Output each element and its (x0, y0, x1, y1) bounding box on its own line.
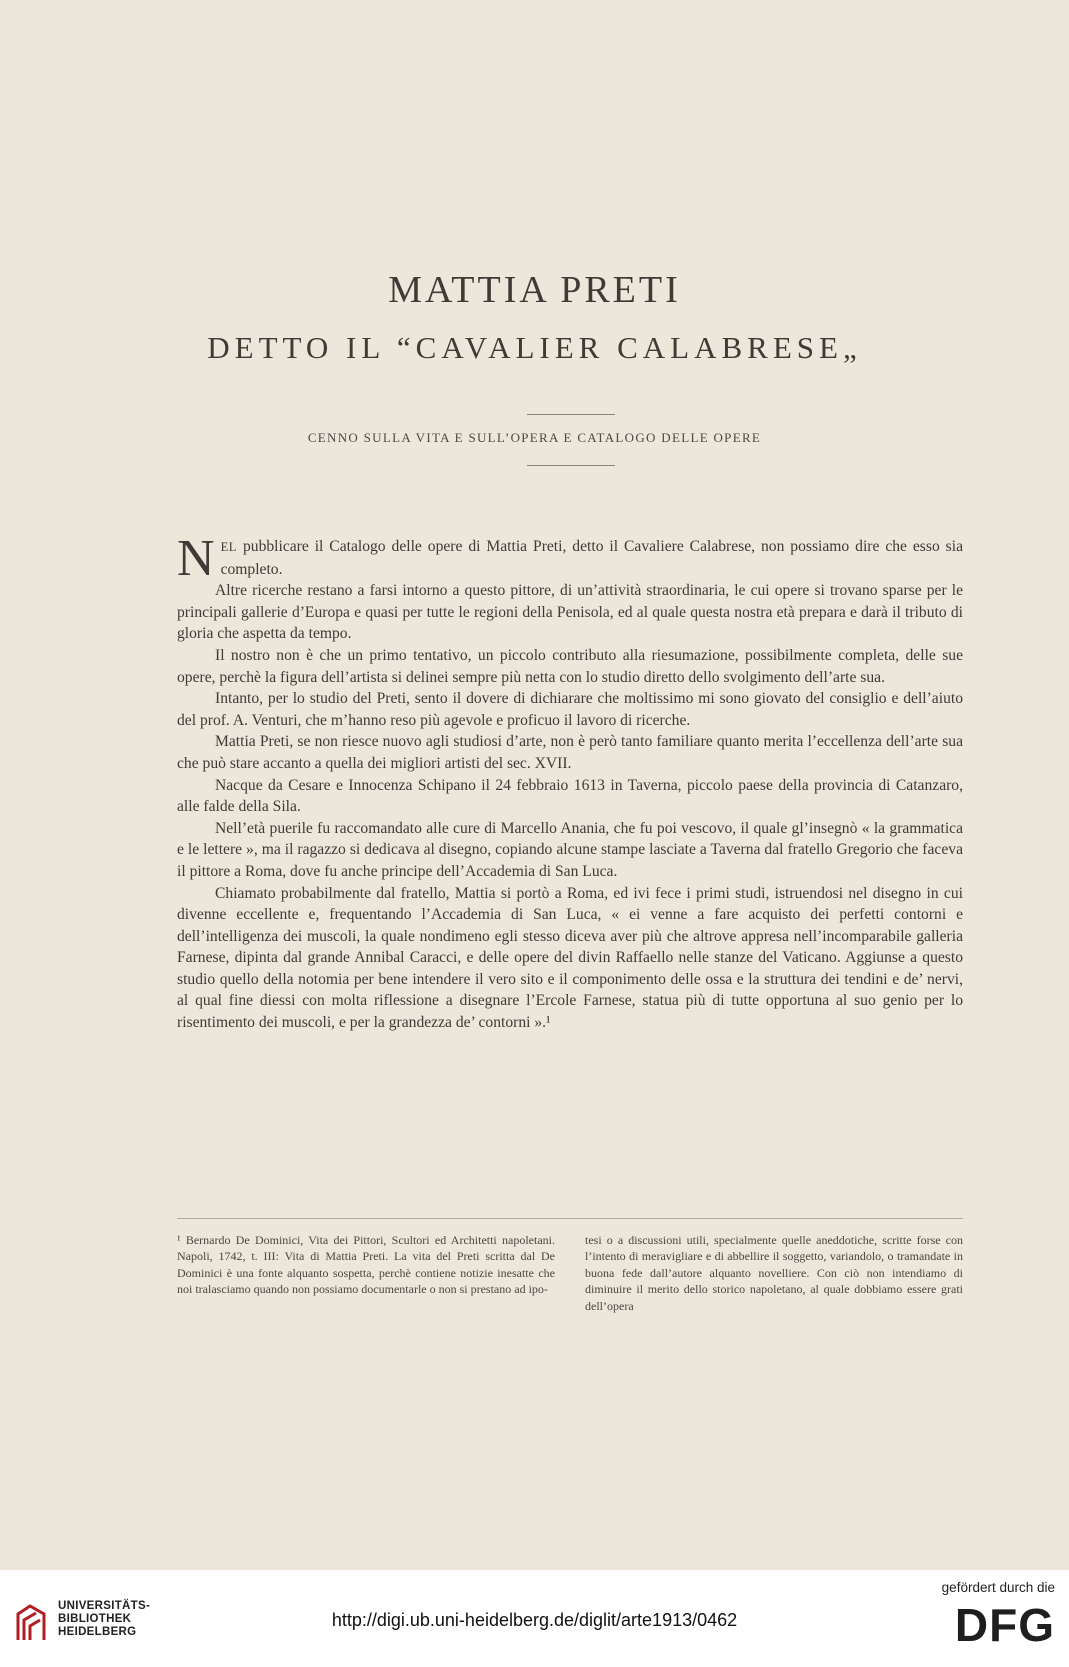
small-caps: EL (220, 540, 238, 554)
section-heading: CENNO SULLA VITA E SULL’OPERA E CATALOGO DELLE OPERE (307, 430, 762, 445)
funding-note: gefördert durch die (941, 1580, 1055, 1595)
divider-rule-top (527, 414, 615, 415)
library-name-line: BIBLIOTHEK (58, 1613, 132, 1625)
paragraph: Il nostro non è che un primo tentativo, un piccolo contributo alla riesumazione, possibilmente completa, delle sue opere, perchè la figura dell’artista si delinei sempre più netta con lo studio diretto dello svolgimento dell’arte sua. (177, 646, 963, 686)
paragraph: Mattia Preti, se non riesce nuovo agli studiosi d’arte, non è però tanto familiare quanto merita l’eccellenza dell’arte sua che può stare accanto a quella dei migliori artisti del sec. XVII. (177, 733, 963, 772)
paragraph: Altre ricerche restano a farsi intorno a questo pittore, di un’attività straordinaria, le cui opere si trovano sparse per le principali gallerie d’Europa e quasi per tutte le regioni della Penisola, ed al quale questa nostra età prepara e darà il tributo di gloria che aspetta da tempo. (177, 582, 963, 643)
paragraph (177, 530, 963, 587)
paragraph: Chiamato probabilmente dal fratello, Mattia si portò a Roma, ed ivi fece i primi studi, istruendosi nel disegno in cui divenne eccellente e, frequentando l’Accademia di San Luca, « ei venne a fare acquisto dei perfetti contorni e dell’intelligenza dei muscoli, la quale nondimeno egli stesso diceva aver più che altrove appresa nell’incomparabile galleria Farnese, dipinta dal grande Annibal Caracci, e delle opere del divin Raffaello nelle stanze del Vaticano. Aggiunse a questo studio quello della notomia per bene intendere il vero sito e il componimento delle ossa e la struttura dei tendini e de’ nervi, al qual fine diessi con molta riflessione a disegnare l’Ercole Farnese, statua più di tutte opportuna al suo genio per lo risentimento dei muscoli, e per la grandezza de’ contorni ».¹ (177, 884, 963, 1032)
page-title: MATTIA PRETI (388, 269, 681, 311)
page-subtitle: DETTO IL “CAVALIER CALABRESE„ (207, 330, 862, 365)
library-name-line: UNIVERSITÄTS- (58, 1600, 151, 1612)
paragraph: Intanto, per lo studio del Preti, sento il dovere di dichiarare che moltissimo mi sono giovato del consiglio e dell’aiuto del prof. A. Venturi, che m’hanno reso più agevole e proficuo il lavoro di ricerche. (177, 690, 963, 729)
library-name-line: HEIDELBERG (58, 1626, 137, 1638)
footnote-rule (177, 1218, 963, 1219)
drop-cap: N (177, 530, 215, 587)
article-body (177, 530, 963, 1034)
permalink-url[interactable]: http://digi.ub.uni-heidelberg.de/diglit/arte1913/0462 (331, 1610, 738, 1630)
footnote-right-column: tesi o a discussioni utili, specialmente quelle aneddotiche, scritte forse con l’intento di meravigliare e di abbellire il soggetto, variandolo, o tramandate in buona fede dall’autore alquanto novelliere. Con ciò non intendiamo di diminuire il merito dello storico napoletano, al quale dobbiamo essere grati dell’opera (585, 1233, 963, 1313)
dfg-logo[interactable]: DFG (954, 1599, 1055, 1651)
viewer-footer (0, 1570, 1069, 1667)
paragraph-text: pubblicare il Catalogo delle opere di Mattia Preti, detto il Cavaliere Calabrese, non possiamo dire che esso sia completo. (220, 538, 963, 578)
divider-rule-bottom (527, 465, 615, 466)
paragraph: Nell’età puerile fu raccomandato alle cure di Marcello Anania, che fu poi vescovo, il quale gl’insegnò « la grammatica e le lettere », ma il ragazzo si dedicava al disegno, copiando alcune stampe lasciate a Taverna dal fratello Gregorio che faceva il pittore a Roma, dove fu anche principe dell’Accademia di San Luca. (177, 819, 963, 880)
footnote-left-column: ¹ Bernardo De Dominici, Vita dei Pittori, Scultori ed Architetti napoletani. Napoli, 1742, t. III: Vita di Mattia Preti. La vita del Preti scritta dal De Dominici è una fonte alquanto sospetta, perchè contiene notizie inesatte che noi tralasciamo quando non possiamo documentarle o non si prestano ad ipo- (177, 1233, 555, 1297)
paragraph: Nacque da Cesare e Innocenza Schipano il 24 febbraio 1613 in Taverna, piccolo paese della provincia di Catanzaro, alle falde della Sila. (177, 776, 963, 816)
